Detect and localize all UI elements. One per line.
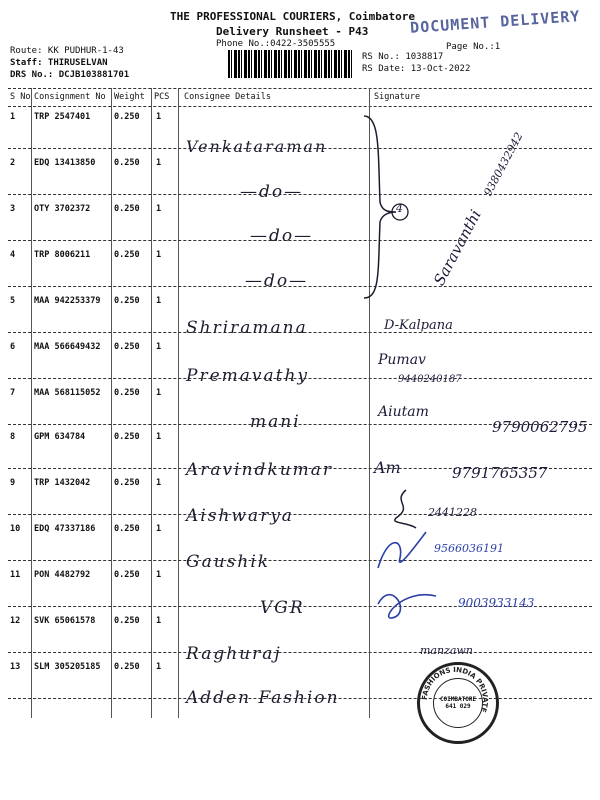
row-consignment-no: EDQ 47337186 [34, 524, 96, 534]
row-pcs: 1 [156, 296, 162, 306]
row-weight: 0.250 [114, 250, 140, 260]
consignee-handwriting-12: Raghuraj [186, 644, 282, 664]
row-consignment-no: GPM 634784 [34, 432, 86, 442]
row-pcs: 1 [156, 342, 162, 352]
signature-row-7: Aiutam [378, 404, 429, 420]
row-pcs: 1 [156, 478, 162, 488]
group-count-mark: 4 [396, 202, 403, 215]
row-consignment-no: SVK 65061578 [34, 616, 96, 626]
signature-rows-1-4 [430, 128, 526, 288]
row-consignment-no: OTY 3702372 [34, 204, 91, 214]
row-pcs: 1 [156, 250, 162, 260]
row-weight: 0.250 [114, 616, 140, 626]
column-divider [31, 88, 32, 718]
row-consignment-no: MAA 566649432 [34, 342, 101, 352]
col-header-sno: S No [10, 92, 31, 102]
row-sno: 6 [10, 342, 16, 352]
row-weight: 0.250 [114, 158, 140, 168]
consignee-handwriting-10: Gaushik [186, 552, 271, 572]
row-sno: 9 [10, 478, 16, 488]
row-pcs: 1 [156, 432, 162, 442]
row-pcs: 1 [156, 524, 162, 534]
consignee-handwriting-5: Shriramana [186, 318, 308, 338]
row-sno: 7 [10, 388, 16, 398]
col-header-weight: Weight [114, 92, 145, 102]
signature-row-6: Pumav [378, 352, 426, 368]
signature-scribble-11 [372, 574, 442, 624]
row-sno: 10 [10, 524, 21, 534]
svg-text:FASHIONS INDIA PRIVATE: FASHIONS INDIA PRIVATE [420, 665, 490, 714]
runsheet-title: Delivery Runsheet - P43 [216, 25, 369, 38]
consignee-handwriting-1: Venkataraman [186, 137, 328, 156]
col-header-consignee: Consignee Details [184, 92, 271, 102]
row-weight: 0.250 [114, 342, 140, 352]
signature-row-11-phone: 9003933143 [458, 596, 535, 610]
row-divider [8, 652, 592, 653]
phone-number: Phone No.:0422-3505555 [216, 39, 336, 49]
row-consignment-no: EDQ 13413850 [34, 158, 96, 168]
signature-row-10-phone: 9566036191 [434, 542, 504, 555]
column-divider [178, 88, 179, 718]
row-weight: 0.250 [114, 388, 140, 398]
signature-scribble-9 [386, 488, 422, 532]
row-pcs: 1 [156, 204, 162, 214]
row-consignment-no: SLM 305205185 [34, 662, 101, 672]
col-header-consignment: Consignment No [34, 92, 106, 102]
signature-row-6-phone: 9440240187 [398, 374, 462, 385]
signature-row-8: Am [374, 458, 401, 477]
consignee-handwriting-13: Adden Fashion [186, 688, 340, 708]
consignee-handwriting-7: mani [250, 412, 301, 432]
consignee-handwriting-8: Aravindkumar [186, 460, 334, 480]
column-divider [151, 88, 152, 718]
row-pcs: 1 [156, 570, 162, 580]
seal-center: COIMBATORE 641 029 [433, 678, 483, 728]
courier-title: THE PROFESSIONAL COURIERS, Coimbatore [170, 10, 416, 23]
seal-ring-text [417, 662, 493, 738]
row-consignment-no: TRP 8006211 [34, 250, 91, 260]
table-top-rule [8, 88, 592, 89]
row-weight: 0.250 [114, 204, 140, 214]
col-header-signature: Signature [374, 92, 421, 102]
col-header-pcs: PCS [154, 92, 170, 102]
document-delivery-stamp: DOCUMENT DELIVERY [409, 7, 581, 37]
row-consignment-no: TRP 1432042 [34, 478, 91, 488]
column-divider [111, 88, 112, 718]
route: Route: KK PUDHUR-1-43 [10, 46, 124, 56]
row-sno: 8 [10, 432, 16, 442]
row-weight: 0.250 [114, 112, 140, 122]
rs-number: RS No.: 1038817 [362, 52, 444, 62]
rs-date: RS Date: 13-Oct-2022 [362, 64, 471, 74]
row-sno: 11 [10, 570, 21, 580]
row-pcs: 1 [156, 616, 162, 626]
row-weight: 0.250 [114, 662, 140, 672]
signature-name: Saravanthi [430, 206, 485, 289]
row-consignment-no: MAA 942253379 [34, 296, 101, 306]
row-weight: 0.250 [114, 296, 140, 306]
row-sno: 13 [10, 662, 21, 672]
row-pcs: 1 [156, 388, 162, 398]
row-sno: 1 [10, 112, 16, 122]
row-weight: 0.250 [114, 570, 140, 580]
consignee-handwriting-6: Premavathy [186, 366, 310, 386]
row-weight: 0.250 [114, 524, 140, 534]
row-consignment-no: PON 4482792 [34, 570, 91, 580]
row-sno: 3 [10, 204, 16, 214]
row-sno: 12 [10, 616, 21, 626]
signature-row-8-phone: 9791765357 [452, 464, 548, 482]
page-number: Page No.:1 [446, 42, 501, 52]
signature-row-7-phone: 9790062795 [492, 418, 588, 436]
consignee-handwriting-4: —do— [245, 271, 309, 291]
row-sno: 5 [10, 296, 16, 306]
row-sno: 4 [10, 250, 16, 260]
consignee-handwriting-3: —do— [250, 226, 314, 246]
row-consignment-no: TRP 2547401 [34, 112, 91, 122]
staff: Staff: THIRUSELVAN [10, 58, 108, 68]
signature-row-9: 2441228 [428, 506, 477, 519]
row-pcs: 1 [156, 112, 162, 122]
signature-row-5: D-Kalpana [384, 318, 453, 333]
consignee-handwriting-2: —do— [240, 182, 304, 202]
row-weight: 0.250 [114, 432, 140, 442]
consignee-handwriting-9: Aishwarya [186, 506, 294, 526]
row-sno: 2 [10, 158, 16, 168]
signature-phone: 9380432942 [481, 130, 526, 199]
row-consignment-no: MAA 568115052 [34, 388, 101, 398]
row-weight: 0.250 [114, 478, 140, 488]
consignee-handwriting-11: VGR [260, 598, 305, 618]
row-divider [8, 514, 592, 515]
barcode-image [228, 50, 354, 78]
drs-number: DRS No.: DCJB103881701 [10, 70, 130, 80]
table-header-rule [8, 106, 592, 107]
signature-row-12: manzawn [420, 644, 473, 657]
row-divider [8, 560, 592, 561]
row-pcs: 1 [156, 158, 162, 168]
signature-scribble-10 [374, 528, 434, 576]
row-pcs: 1 [156, 662, 162, 672]
